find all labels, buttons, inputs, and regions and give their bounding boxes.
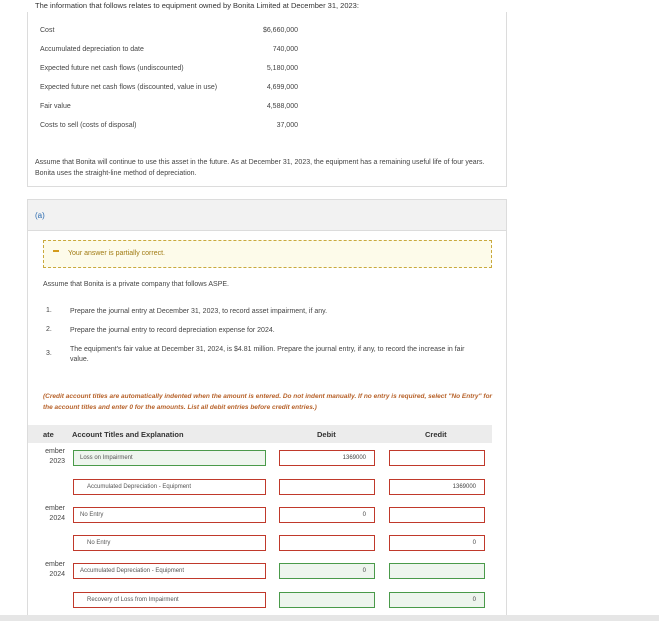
date-line: ember — [45, 448, 65, 455]
entry-date — [33, 560, 65, 580]
account-title-select[interactable]: Recovery of Loss from Impairment — [73, 592, 266, 608]
account-title-select[interactable]: No Entry — [73, 507, 266, 523]
horizontal-scrollbar[interactable] — [0, 615, 659, 621]
info-label-fair-value: Fair value — [40, 103, 71, 110]
part-a-header[interactable] — [27, 199, 507, 231]
credit-column-header: Credit — [425, 430, 447, 439]
debit-amount-input[interactable]: 0 — [279, 563, 375, 579]
date-line: ember — [45, 505, 65, 512]
info-label-cost: Cost — [40, 27, 55, 34]
date-line: 2024 — [49, 515, 65, 522]
debit-amount-input[interactable]: 1369000 — [279, 450, 375, 466]
part-a-body — [27, 231, 507, 621]
entry-date — [33, 447, 65, 467]
aspe-assumption: Assume that Bonita is a private company that follows ASPE. — [43, 281, 229, 288]
entry-instructions: (Credit account titles are automatically indented when the amount is entered. Do not indent manually. If no entry is required, select "No Entry" for the account titles and enter 0 for the amounts. List all debit entries before credit entries.) — [43, 393, 493, 411]
info-value-discounted-cash-flows: 4,699,000 — [266, 84, 298, 91]
assumption-text: Assume that Bonita will continue to use this asset in the future. As at December 31, 2023, the equipment has a remaining useful life of four years. Bonita uses the straight-line method of depreciation. — [35, 159, 485, 177]
debit-amount-input[interactable] — [279, 535, 375, 551]
part-a-label: (a) — [35, 211, 45, 220]
info-value-cost: $6,660,000 — [262, 27, 298, 34]
task-number: 3. — [46, 350, 52, 357]
problem-intro: The information that follows relates to equipment owned by Bonita Limited at December 31, 2023: — [35, 1, 359, 10]
debit-column-header: Debit — [317, 430, 336, 439]
task-text: Prepare the journal entry to record depreciation expense for 2024. — [70, 327, 275, 334]
info-value-costs-to-sell: 37,000 — [276, 122, 298, 129]
info-value-undiscounted-cash-flows: 5,180,000 — [266, 65, 298, 72]
credit-amount-input[interactable] — [389, 563, 485, 579]
date-line: ember — [45, 561, 65, 568]
credit-amount-input[interactable]: 0 — [389, 535, 485, 551]
account-title-select[interactable]: Loss on Impairment — [73, 450, 266, 466]
credit-amount-input[interactable] — [389, 507, 485, 523]
journal-table-header — [28, 425, 492, 443]
debit-amount-input[interactable]: 0 — [279, 507, 375, 523]
info-label-costs-to-sell: Costs to sell (costs of disposal) — [40, 122, 137, 129]
debit-amount-input[interactable] — [279, 479, 375, 495]
account-title-select[interactable]: No Entry — [73, 535, 266, 551]
info-value-accumulated-depreciation: 740,000 — [272, 46, 298, 53]
date-line: 2023 — [49, 458, 65, 465]
feedback-text: Your answer is partially correct. — [68, 250, 166, 257]
date-line: 2024 — [49, 571, 65, 578]
date-column-header: ate — [43, 430, 54, 439]
account-title-select[interactable]: Accumulated Depreciation - Equipment — [73, 563, 266, 579]
credit-amount-input[interactable] — [389, 450, 485, 466]
account-title-select[interactable]: Accumulated Depreciation - Equipment — [73, 479, 266, 495]
partial-correct-icon — [53, 250, 59, 252]
entry-date — [33, 504, 65, 524]
debit-amount-input[interactable] — [279, 592, 375, 608]
credit-amount-input[interactable]: 1369000 — [389, 479, 485, 495]
problem-info-box — [27, 12, 507, 187]
task-number: 2. — [46, 326, 52, 333]
info-label-accumulated-depreciation: Accumulated depreciation to date — [40, 46, 144, 53]
account-column-header: Account Titles and Explanation — [72, 430, 184, 439]
info-label-undiscounted-cash-flows: Expected future net cash flows (undiscounted) — [40, 65, 184, 72]
info-label-discounted-cash-flows: Expected future net cash flows (discounted, value in use) — [40, 84, 218, 91]
info-value-fair-value: 4,588,000 — [266, 103, 298, 110]
task-text: Prepare the journal entry at December 31, 2023, to record asset impairment, if any. — [70, 308, 328, 315]
feedback-banner — [43, 240, 492, 268]
task-number: 1. — [46, 307, 52, 314]
task-text: The equipment's fair value at December 31, 2024, is $4.81 million. Prepare the journal entry, if any, to record the increase in fair value. — [70, 346, 465, 363]
credit-amount-input[interactable]: 0 — [389, 592, 485, 608]
